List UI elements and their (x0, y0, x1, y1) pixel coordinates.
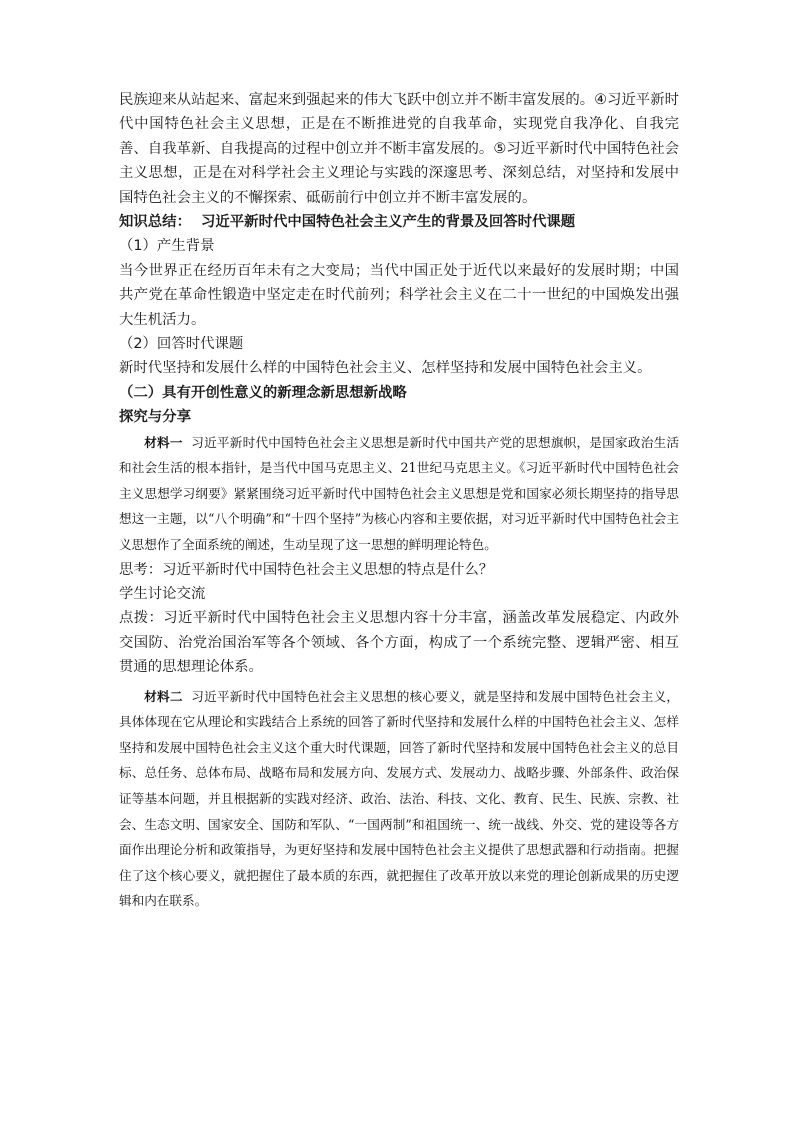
topic-text: 新时代坚持和发展什么样的中国特色社会主义、怎样坚持和发展中国特色社会主义。 (119, 360, 652, 377)
material-two-lead: 材料二 (144, 688, 183, 704)
summary-heading (119, 210, 679, 234)
topic-heading: （2）回答时代课题 (119, 336, 244, 353)
intro-paragraph: 民族迎来从站起来、富起来到强起来的伟大飞跃中创立并不断丰富发展的。④习近平新时代中国特色社会主义思想，正是在不断推进党的自我革命，实现党自我净化、自我完善、自我革新、自我提高的过程中创立并不断丰富发展的。⑤习近平新时代中国特色社会主义思想，正是在对科学社会主义理论与实践的深邃思考、深刻总结，对坚持和发展中国特色社会主义的不懈探索、砥砺前行中创立并不断丰富发展的。 (119, 92, 679, 206)
material-one-lead: 材料一 (144, 434, 183, 450)
discussion-label: 学生讨论交流 (119, 586, 206, 603)
material-one (119, 430, 679, 558)
background-heading: （1）产生背景 (119, 238, 215, 255)
think-question: 思考：习近平新时代中国特色社会主义思想的特点是什么？ (119, 561, 494, 578)
material-two-text: 习近平新时代中国特色社会主义思想的核心要义，就是坚持和发展中国特色社会主义，具体体现在它从理论和实践结合上系统的回答了新时代坚持和发展什么样的中国特色社会主义、怎样坚持和发展中国特色社会主义这个重大时代课题，回答了新时代坚持和发展中国特色社会主义的总目标、总任务、总体布局、战略布局和发展方向、发展方式、发展动力、战略步骤、外部条件、政治保证等基本问题，并且根据新的实践对经济、政治、法治、科技、文化、教育、民生、民族、宗教、社会、生态文明、国家安全、国防和军队、“一国两制”和祖国统一、统一战线、外交、党的建设等各方面作出理论分析和政策指导，为更好坚持和发展中国特色社会主义提供了思想武器和行动指南。把握住了这个核心要义，就把握住了最本质的东西，就把握住了改革开放以来党的理论创新成果的历史逻辑和内在联系。 (119, 688, 680, 909)
background-text: 当今世界正在经历百年未有之大变局；当代中国正处于近代以来最好的发展时期；中国共产党在革命性锻造中坚定走在时代前列；科学社会主义在二十一世纪的中国焕发出强大生机活力。 (119, 262, 679, 328)
section-heading: （二）具有开创性意义的新理念新思想新战略 (119, 384, 407, 401)
material-one-text: 习近平新时代中国特色社会主义思想是新时代中国共产党的思想旗帜，是国家政治生活和社会生活的根本指针，是当代中国马克思主义、21世纪马克思主义。《习近平新时代中国特色社会主义思想学习纲要》紧紧围绕习近平新时代中国特色社会主义思想是党和国家必须长期坚持的指导思想这一主题，以“八个明确”和“十四个坚持”为核心内容和主要依据，对习近平新时代中国特色社会主义思想作了全面系统的阐述，生动呈现了这一思想的鲜明理论特色。 (119, 434, 680, 553)
summary-title: 习近平新时代中国特色社会主义产生的背景及回答时代课题 (201, 214, 576, 231)
document-page (119, 88, 679, 914)
guidance-paragraph: 点拨：习近平新时代中国特色社会主义思想内容十分丰富，涵盖改革发展稳定、内政外交国防、治党治国治军等各个领域、各个方面，构成了一个系统完整、逻辑严密、相互贯通的思想理论体系。 (119, 610, 679, 676)
summary-label: 知识总结： (119, 214, 191, 231)
explore-heading: 探究与分享 (119, 409, 191, 426)
material-two (119, 684, 679, 914)
